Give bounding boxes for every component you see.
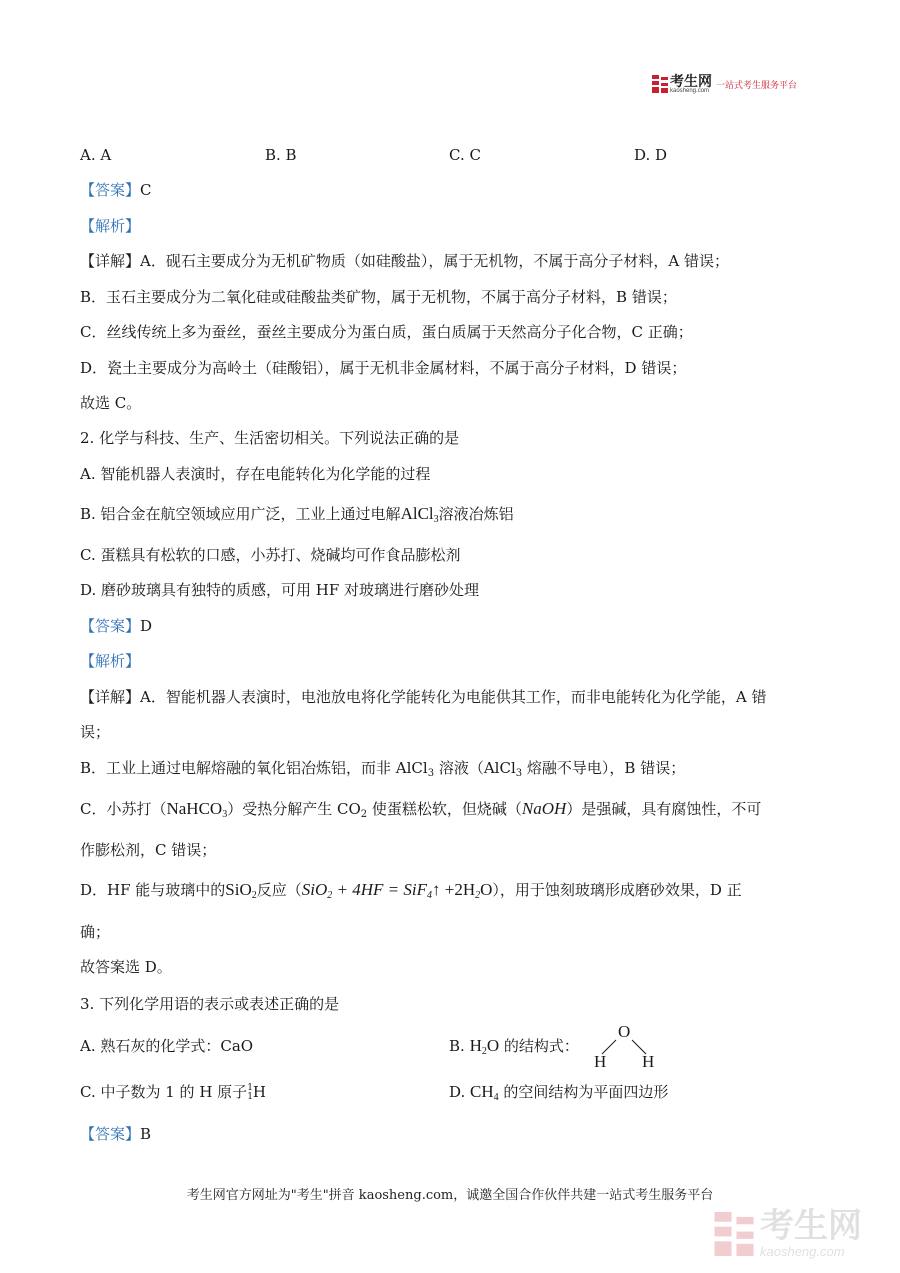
q1-option-d: D. D <box>634 146 668 164</box>
q2-conclusion: 故答案选 D。 <box>80 958 172 976</box>
q2-option-a: A. 智能机器人表演时，存在电能转化为化学能的过程 <box>80 465 431 483</box>
eq-sub: 2 <box>327 890 333 901</box>
q3-option-a: A. 熟石灰的化学式：CaO <box>80 1037 254 1055</box>
header-logo <box>652 74 797 94</box>
q2-detail-a <box>80 687 766 707</box>
formula-main: H <box>469 1036 482 1055</box>
q2-detail-a-cont: 误； <box>80 723 111 741</box>
q1-option-c: C. C <box>449 146 481 164</box>
detail-tag: 【详解】 <box>80 688 141 706</box>
option-text: B. <box>449 1037 470 1055</box>
q2-detail-d-cont: 确； <box>80 923 111 941</box>
option-text: D. <box>449 1083 471 1101</box>
formula-sub: 2 <box>481 1046 487 1057</box>
answer-tag: 【答案】 <box>80 181 141 199</box>
eq-part: ↑ +2H <box>432 880 476 899</box>
formula-h2o <box>470 1036 500 1055</box>
formula-sub: 2 <box>251 890 257 901</box>
detail-text: 溶液（AlCl <box>434 759 516 777</box>
q3-option-b <box>449 1036 579 1056</box>
logo-name: 考生网 <box>670 73 712 89</box>
reaction-equation <box>302 880 493 899</box>
q1-detail-a <box>80 251 729 271</box>
q2-option-b <box>80 504 514 524</box>
answer-value: C <box>140 181 152 199</box>
formula-sio2 <box>225 880 256 899</box>
watermark-text <box>760 1208 862 1259</box>
q1-option-a: A. A <box>80 146 112 164</box>
detail-text: ）是强碱，具有腐蚀性，不可 <box>566 800 762 818</box>
eq-part: + 4HF = SiF <box>332 880 427 899</box>
detail-text: B．工业上通过电解熔融的氧化铝冶炼铝，而非 AlCl <box>80 759 428 777</box>
q3-answer <box>80 1124 151 1144</box>
q1-detail-d: D．瓷土主要成分为高岭土（硅酸铝），属于无机非金属材料，不属于高分子材料，D 错误； <box>80 359 687 377</box>
answer-tag: 【答案】 <box>80 1125 141 1143</box>
page-footer: 考生网官方网址为"考生"拼音 kaosheng.com，诚邀全国合作伙伴共建一站式考生服务平台 <box>186 1188 714 1203</box>
q2-detail-d <box>80 880 742 900</box>
formula-main: CH <box>470 1082 494 1101</box>
eq-sub: 2 <box>475 890 481 901</box>
formula-sub: 4 <box>493 1092 499 1103</box>
mass-number: 1 <box>247 1083 253 1093</box>
answer-tag: 【答案】 <box>80 617 141 635</box>
q1-conclusion: 故选 C。 <box>80 394 142 412</box>
answer-value: B <box>140 1125 152 1143</box>
logo-slogan: 一站式考生服务平台 <box>716 80 798 91</box>
formula-alcl3 <box>401 504 439 523</box>
detail-text: 熔融不导电），B 错误； <box>522 759 686 777</box>
kaosheng-logo-icon <box>652 75 668 93</box>
q1-option-b: B. B <box>265 146 297 164</box>
formula-main: NaHCO <box>166 799 223 818</box>
eq-part: O <box>480 880 493 899</box>
answer-value: D <box>140 617 153 635</box>
q2-option-d: D. 磨砂玻璃具有独特的质感，可用 HF 对玻璃进行磨砂处理 <box>80 581 480 599</box>
formula-sub: 3 <box>222 809 228 820</box>
q2-detail-c <box>80 799 761 819</box>
element-symbol: H <box>252 1083 267 1101</box>
eq-part: SiO <box>301 880 328 899</box>
q3-option-c <box>80 1082 266 1102</box>
formula-sub: 2 <box>360 809 368 820</box>
formula-sub: 3 <box>433 514 439 525</box>
formula-nahco3 <box>166 799 227 818</box>
struct-h-atom-left: H <box>594 1052 607 1071</box>
detail-text: D．HF 能与玻璃中的 <box>80 881 226 899</box>
formula-ch4 <box>470 1082 499 1101</box>
water-structure-diagram <box>588 1020 660 1072</box>
detail-text: ）受热分解产生 CO <box>227 800 361 818</box>
q2-answer <box>80 616 152 636</box>
formula-main: SiO <box>225 880 252 899</box>
eq-sub: 4 <box>427 890 432 901</box>
formula-naoh: NaOH <box>521 799 567 818</box>
watermark <box>714 1208 862 1259</box>
option-text: B. 铝合金在航空领域应用广泛，工业上通过电解 <box>80 505 401 523</box>
detail-text: A．砚石主要成分为无机矿物质（如硅酸盐），属于无机物，不属于高分子材料，A 错误； <box>140 252 729 270</box>
q2-detail-c-cont: 作膨松剂，C 错误； <box>80 841 217 859</box>
formula-sub: 3 <box>515 768 523 779</box>
option-text: 的结构式： <box>499 1037 579 1055</box>
q1-detail-c: C．丝线传统上多为蚕丝，蚕丝主要成分为蛋白质，蛋白质属于天然高分子化合物，C 正确； <box>80 323 693 341</box>
q2-detail-b <box>80 758 685 778</box>
struct-h-atom-right: H <box>642 1052 655 1071</box>
detail-text: ），用于蚀刻玻璃形成磨砂效果，D 正 <box>492 881 742 899</box>
atomic-number: 1 <box>247 1092 253 1102</box>
q2-stem: 2. 化学与科技、生产、生活密切相关。下列说法正确的是 <box>80 429 460 447</box>
q3-option-d <box>449 1082 668 1102</box>
detail-text: 使蛋糕松软，但烧碱（ <box>367 800 522 818</box>
logo-text <box>668 74 712 94</box>
detail-text: C．小苏打（ <box>80 800 167 818</box>
option-text: 的空间结构为平面四边形 <box>498 1083 669 1101</box>
watermark-domain: kaosheng.com <box>760 1244 845 1259</box>
watermark-logo-icon <box>714 1212 754 1256</box>
formula-sub: 3 <box>427 768 435 779</box>
q1-analysis-tag: 【解析】 <box>80 217 141 235</box>
q1-detail-b: B．玉石主要成分为二氧化硅或硅酸盐类矿物，属于无机物，不属于高分子材料，B 错误； <box>80 288 677 306</box>
option-text: 溶液冶炼铝 <box>438 505 514 523</box>
detail-text: 反应（ <box>256 881 302 899</box>
q2-option-c: C. 蛋糕具有松软的口感，小苏打、烧碱均可作食品膨松剂 <box>80 546 461 564</box>
logo-domain: kaosheng.com <box>670 88 710 94</box>
q3-stem: 3. 下列化学用语的表示或表述正确的是 <box>80 995 340 1013</box>
watermark-name: 考生网 <box>760 1206 862 1246</box>
option-text: C. 中子数为 1 的 H 原子 <box>80 1083 248 1101</box>
detail-text: A．智能机器人表演时，电池放电将化学能转化为电能供其工作，而非电能转化为化学能，A 错 <box>140 688 767 706</box>
q2-analysis-tag: 【解析】 <box>80 652 141 670</box>
struct-o-atom: O <box>618 1022 631 1041</box>
formula-main: O <box>486 1036 500 1055</box>
formula-main: AlCl <box>400 504 434 523</box>
q1-answer <box>80 180 152 200</box>
detail-tag: 【详解】 <box>80 252 141 270</box>
